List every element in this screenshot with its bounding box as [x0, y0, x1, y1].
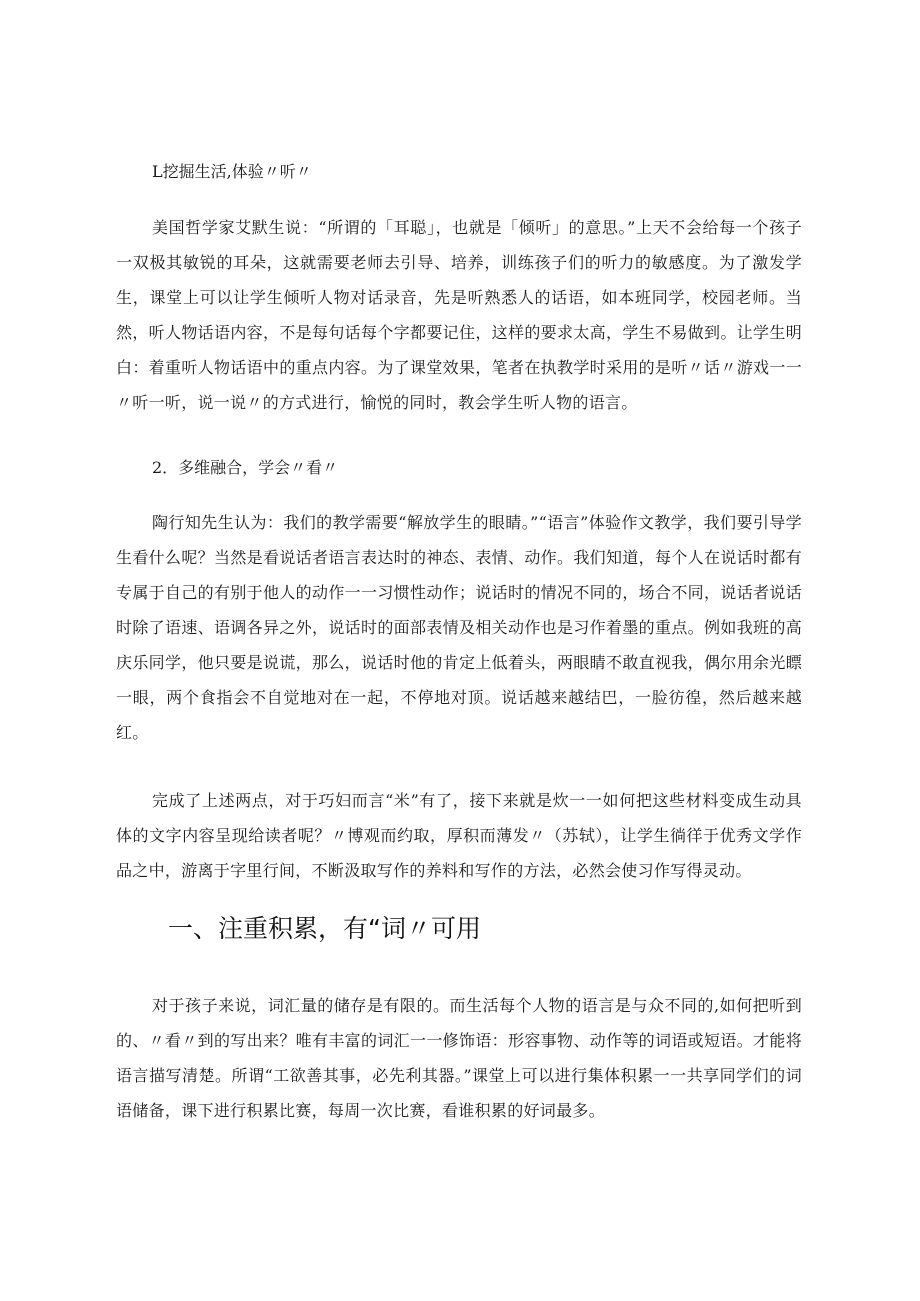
- section-1-paragraph: 美国哲学家艾默生说：“所谓的「耳聪」，也就是「倾听」的意思。”上天不会给每一个孩子一双极其敏锐的耳朵，这就需要老师去引导、培养，训练孩子们的听力的敏感度。为了激发学生，课堂上可以让学生倾听人物对话录音，先是听熟悉人的话语，如本班同学，校园老师。当然，听人物话语内容，不是每句话每个字都要记住，这样的要求太高，学生不易做到。让学生明白：着重听人物话语中的重点内容。为了课堂效果，笔者在执教学时采用的是听〃话〃游戏一一〃听一听，说一说〃的方式进行，愉悦的同时，教会学生听人物的语言。: [116, 218, 802, 412]
- final-paragraph: 对于孩子来说，词汇量的储存是有限的。而生活每个人物的语言是与众不同的,如何把听到的、〃看〃到的写出来？唯有丰富的词汇一一修饰语：形容事物、动作等的词语或短语。才能将语言描写清楚。所谓“工欲善其事，必先利其器。”课堂上可以进行集体积累一一共享同学们的词语储备，课下进行积累比赛，每周一次比赛，看谁积累的好词最多。: [116, 996, 802, 1120]
- section-1-heading: L挖掘生活,体验〃听〃: [152, 162, 312, 181]
- section-2-heading: 2．多维融合，学会〃看〃: [152, 458, 339, 477]
- section-2-paragraph: 陶行知先生认为：我们的教学需要“解放学生的眼睛。”“语言”体验作文教学，我们要引导学生看什么呢？当然是看说话者语言表达时的神态、表情、动作。我们知道，每个人在说话时都有专属于自己的有别于他人的动作一一习惯性动作；说话时的情况不同的，场合不同，说话者说话时除了语速、语调各异之外，说话时的面部表情及相关动作也是习作着墨的重点。例如我班的高庆乐同学，他只要是说谎，那么，说话时他的肯定上低着头，两眼睛不敢直视我，偶尔用余光瞟一眼，两个食指会不自觉地对在一起，不停地对顶。说话越来越结巴，一脸彷徨，然后越来越红。: [116, 513, 802, 742]
- summary-paragraph: 完成了上述两点，对于巧妇而言“米”有了，接下来就是炊一一如何把这些材料变成生动具体的文字内容呈现给读者呢？〃博观而约取，厚积而薄发〃（苏轼），让学生徜徉于优秀文学作品之中，游离于字里行间，不断汲取写作的养料和写作的方法，必然会使习作写得灵动。: [116, 791, 802, 880]
- main-heading: 一、注重积累，有“词〃可用: [168, 914, 481, 943]
